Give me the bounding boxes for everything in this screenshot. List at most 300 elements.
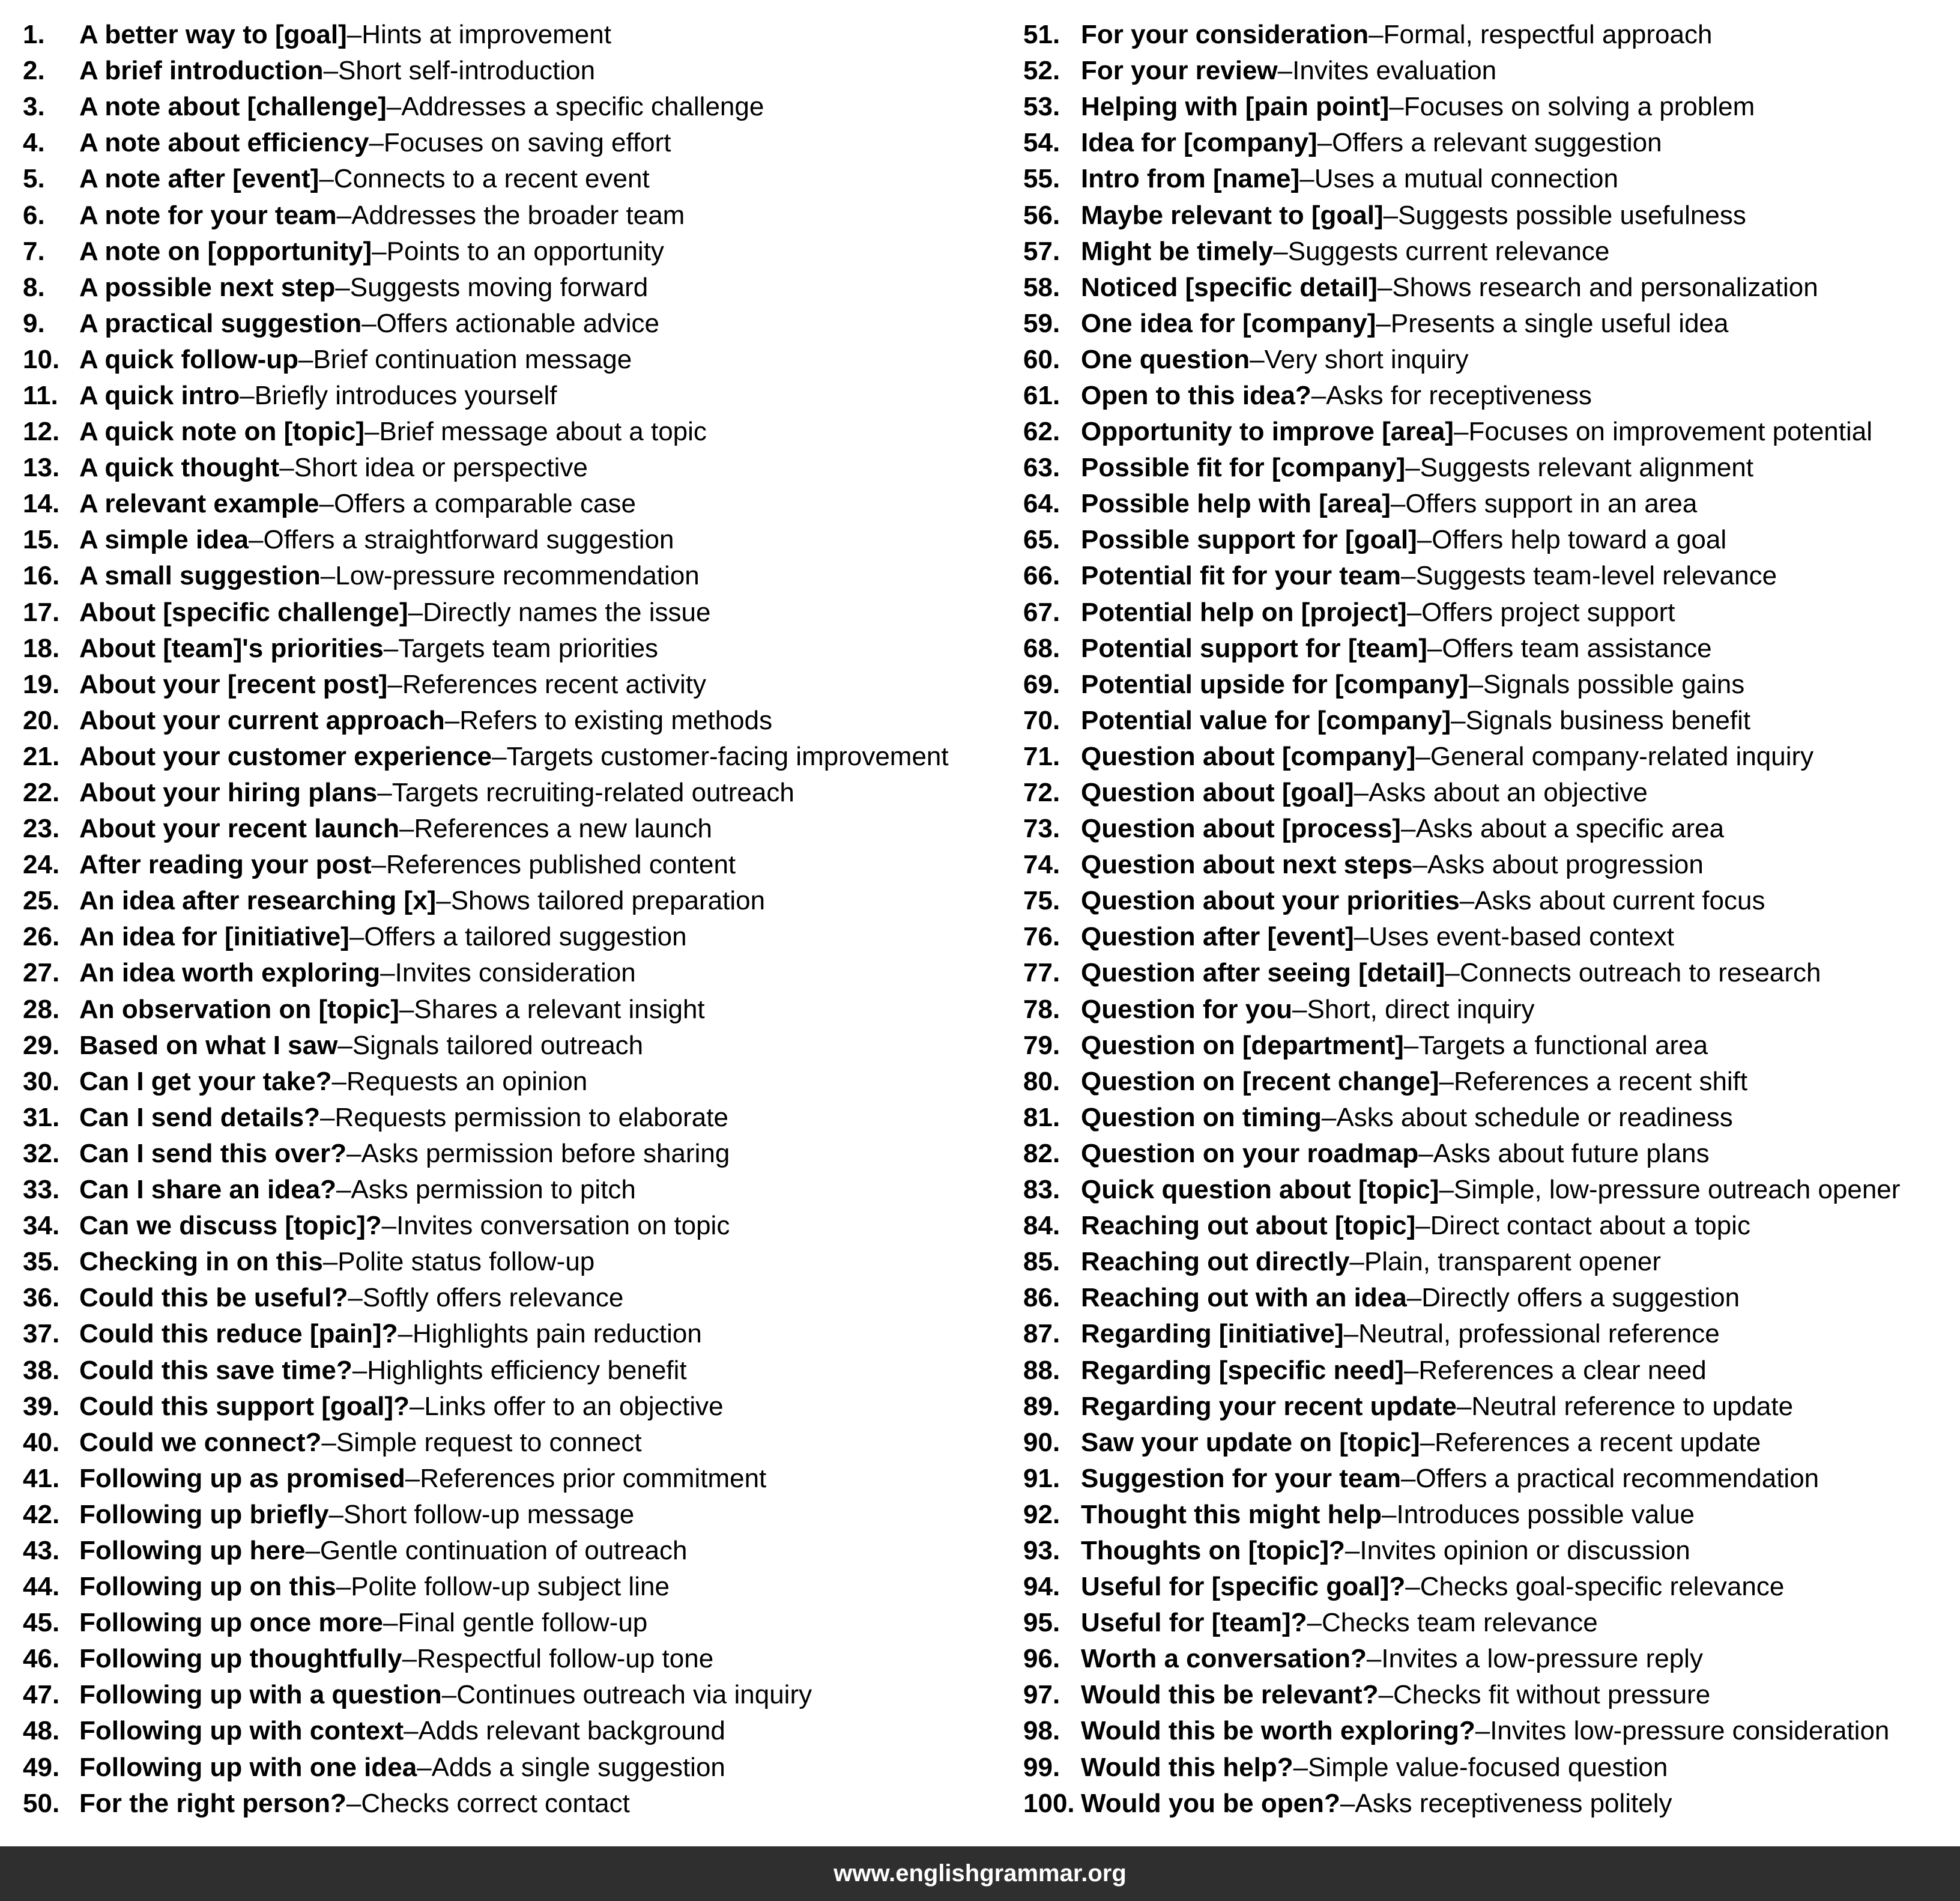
item-description: Neutral reference to update [1471,1391,1794,1421]
item-number: 56. [1023,200,1060,230]
list-item [23,631,1008,667]
item-number: 91. [1023,1463,1060,1493]
item-phrase: About your [recent post] [79,669,388,699]
item-number: 67. [1023,597,1060,627]
item-description: Simple request to connect [336,1427,642,1457]
item-separator: – [1406,597,1422,627]
list-item [1023,667,1948,703]
list-item [1023,1497,1948,1533]
item-number: 76. [1023,922,1060,952]
item-separator: – [371,850,386,880]
item-number: 62. [1023,417,1060,447]
item-description: Shows research and personalization [1392,272,1818,302]
item-phrase: Following up with one idea [79,1752,417,1782]
list-item [1023,1533,1948,1569]
list-item [1023,197,1948,233]
list-item [23,883,1008,919]
list-item [1023,1569,1948,1605]
list-item [1023,955,1948,991]
item-description: Asks for receptiveness [1326,380,1592,410]
item-phrase: Following up with a question [79,1680,442,1710]
item-separator: – [402,1644,417,1674]
item-description: Asks about progression [1427,850,1704,880]
item-description: Highlights efficiency benefit [367,1355,687,1385]
item-phrase: Question on [recent change] [1081,1066,1439,1096]
item-description: Formal, respectful approach [1383,20,1713,50]
item-separator: – [399,814,414,844]
list-item [23,811,1008,847]
item-separator: – [328,1499,344,1529]
item-number: 7. [23,236,45,266]
item-phrase: A note for your team [79,200,337,230]
item-number: 5. [23,164,45,194]
item-number: 10. [23,344,60,374]
item-separator: – [381,1211,397,1241]
item-number: 42. [23,1499,60,1529]
item-description: Requests permission to elaborate [334,1102,728,1132]
item-number: 20. [23,705,60,735]
item-description: Plain, transparent opener [1364,1247,1662,1277]
item-description: Short idea or perspective [294,453,588,483]
item-phrase: An observation on [topic] [79,994,399,1024]
list-item [1023,1750,1948,1786]
item-phrase: A relevant example [79,489,319,519]
item-separator: – [1400,1463,1416,1493]
list-item [23,414,1008,450]
item-description: Brief continuation message [313,344,632,374]
item-separator: – [352,1355,368,1385]
item-number: 23. [23,814,60,844]
list-item [23,1461,1008,1497]
item-separator: – [336,1572,351,1602]
item-separator: – [346,1788,361,1818]
item-separator: – [1307,1608,1322,1638]
list-item [23,450,1008,486]
item-description: Polite status follow-up [337,1247,595,1277]
item-phrase: Thought this might help [1081,1499,1382,1529]
item-separator: – [346,1138,361,1168]
list-item [1023,414,1948,450]
list-item [1023,1713,1948,1749]
item-separator: – [386,92,402,122]
item-phrase: A possible next step [79,272,336,302]
item-number: 25. [23,886,60,916]
item-phrase: Worth a conversation? [1081,1644,1367,1674]
item-separator: – [444,705,460,735]
item-description: Requests an opinion [346,1066,588,1096]
list-item [23,270,1008,306]
item-number: 29. [23,1030,60,1060]
item-number: 94. [1023,1572,1060,1602]
item-number: 66. [1023,561,1060,591]
item-number: 17. [23,597,60,627]
item-number: 72. [1023,778,1060,808]
list-item [1023,161,1948,197]
list-item [23,1786,1008,1822]
item-description: Uses event-based context [1369,922,1674,952]
item-description: Offers support in an area [1405,489,1698,519]
list-item [1023,234,1948,270]
item-phrase: A note on [opportunity] [79,236,372,266]
item-phrase: A small suggestion [79,561,321,591]
item-phrase: For the right person? [79,1788,346,1818]
item-number: 30. [23,1066,60,1096]
item-phrase: A quick follow-up [79,344,298,374]
item-number: 27. [23,958,60,988]
item-number: 45. [23,1608,60,1638]
list-item [23,775,1008,811]
item-separator: – [1415,1211,1430,1241]
item-number: 82. [1023,1138,1060,1168]
item-phrase: Would this be worth exploring? [1081,1716,1475,1746]
item-separator: – [372,236,387,266]
item-description: Offers actionable advice [376,308,659,338]
item-separator: – [441,1680,457,1710]
item-separator: – [398,1319,413,1349]
list-item [23,1244,1008,1280]
item-phrase: A note about efficiency [79,128,369,158]
item-phrase: For your review [1081,56,1278,86]
item-description: Suggests possible usefulness [1398,200,1746,230]
list-item [23,197,1008,233]
item-phrase: An idea after researching [x] [79,886,437,916]
item-separator: – [240,380,255,410]
list-item [23,1677,1008,1713]
item-number: 68. [1023,633,1060,663]
item-number: 12. [23,417,60,447]
item-number: 81. [1023,1102,1060,1132]
item-number: 47. [23,1680,60,1710]
item-description: Low-pressure recommendation [335,561,700,591]
item-phrase: Could this support [goal]? [79,1391,410,1421]
list-item [1023,270,1948,306]
item-separator: – [369,128,384,158]
list-item [23,919,1008,955]
list-item [23,1352,1008,1388]
item-separator: – [1451,705,1466,735]
item-description: Softly offers relevance [362,1283,624,1313]
list-item [1023,306,1948,342]
list-item [23,1028,1008,1064]
item-number: 34. [23,1211,60,1241]
item-number: 24. [23,850,60,880]
item-separator: – [1354,922,1369,952]
item-separator: – [320,561,336,591]
list-item [23,595,1008,631]
item-phrase: Checking in on this [79,1247,323,1277]
item-phrase: Question on your roadmap [1081,1138,1419,1168]
item-number: 46. [23,1644,60,1674]
item-phrase: About your current approach [79,705,445,735]
item-phrase: A simple idea [79,525,249,555]
item-phrase: Helping with [pain point] [1081,92,1390,122]
item-separator: – [399,994,414,1024]
item-description: Short self-introduction [338,56,596,86]
item-phrase: A note about [challenge] [79,92,387,122]
item-separator: – [1389,92,1404,122]
item-separator: – [404,1716,419,1746]
item-description: Focuses on improvement potential [1468,417,1873,447]
item-separator: – [1390,489,1406,519]
item-description: Invites evaluation [1292,56,1497,86]
list-item [1023,775,1948,811]
item-description: Final gentle follow-up [398,1608,648,1638]
item-number: 65. [1023,525,1060,555]
item-description: References recent activity [402,669,707,699]
item-phrase: Potential help on [project] [1081,597,1407,627]
item-number: 43. [23,1535,60,1565]
item-number: 28. [23,994,60,1024]
item-separator: – [380,958,395,988]
item-number: 13. [23,453,60,483]
item-number: 88. [1023,1355,1060,1385]
item-separator: – [319,164,334,194]
list-item [1023,1064,1948,1100]
list-item [23,1172,1008,1208]
item-separator: – [1340,1788,1355,1818]
item-description: Suggests relevant alignment [1420,453,1754,483]
list-item [23,53,1008,89]
list-item [23,161,1008,197]
list-item [1023,1244,1948,1280]
item-phrase: Following up thoughtfully [79,1644,402,1674]
item-description: Targets team priorities [398,633,659,663]
item-description: Asks receptiveness politely [1355,1788,1672,1818]
item-separator: – [1415,741,1430,771]
item-number: 55. [1023,164,1060,194]
list-item [1023,811,1948,847]
item-phrase: Based on what I saw [79,1030,338,1060]
item-separator: – [1417,525,1432,555]
item-phrase: Potential value for [company] [1081,705,1451,735]
item-separator: – [1250,344,1265,374]
item-number: 52. [1023,56,1060,86]
item-phrase: Saw your update on [topic] [1081,1427,1420,1457]
item-number: 26. [23,922,60,952]
item-separator: – [1349,1247,1364,1277]
list-item [23,1569,1008,1605]
item-separator: – [323,56,339,86]
list-item [1023,1389,1948,1425]
list-item [23,1750,1008,1786]
item-separator: – [1418,1138,1433,1168]
item-separator: – [1299,164,1314,194]
list-item [23,522,1008,558]
item-separator: – [1376,308,1391,338]
item-number: 84. [1023,1211,1060,1241]
item-description: Simple, low-pressure outreach opener [1453,1175,1901,1205]
item-separator: – [1366,1644,1382,1674]
item-separator: – [337,1030,352,1060]
list-item [1023,1316,1948,1352]
item-description: Checks correct contact [361,1788,630,1818]
list-item [1023,739,1948,775]
item-phrase: Idea for [company] [1081,128,1317,158]
list-item [23,17,1008,53]
list-item [1023,342,1948,378]
item-phrase: Can I get your take? [79,1066,332,1096]
item-phrase: Following up with context [79,1716,404,1746]
item-description: Directly names the issue [423,597,711,627]
list-item [23,1713,1008,1749]
item-description: Offers a relevant suggestion [1332,128,1662,158]
list-item [1023,17,1948,53]
item-description: Shows tailored preparation [450,886,766,916]
list-item [23,667,1008,703]
item-description: Suggests moving forward [349,272,649,302]
item-description: Targets customer-facing improvement [506,741,949,771]
item-separator: – [319,489,334,519]
item-description: Offers a practical recommendation [1415,1463,1819,1493]
list-item [1023,847,1948,883]
item-number: 38. [23,1355,60,1385]
item-phrase: Maybe relevant to [goal] [1081,200,1384,230]
list-column-right [1023,17,1948,1822]
item-number: 41. [23,1463,60,1493]
list-item [1023,1641,1948,1677]
item-phrase: Following up once more [79,1608,383,1638]
item-separator: – [1369,20,1384,50]
item-description: Gentle continuation of outreach [319,1535,688,1565]
item-separator: – [383,1608,398,1638]
item-phrase: Potential upside for [company] [1081,669,1469,699]
item-phrase: Useful for [specific goal]? [1081,1572,1406,1602]
item-phrase: Can I send details? [79,1102,320,1132]
item-phrase: Can I send this over? [79,1138,346,1168]
item-description: Offers project support [1421,597,1675,627]
item-description: References a clear need [1418,1355,1707,1385]
item-phrase: Following up as promised [79,1463,405,1493]
item-phrase: One idea for [company] [1081,308,1376,338]
item-phrase: For your consideration [1081,20,1369,50]
item-phrase: Can we discuss [topic]? [79,1211,382,1241]
item-description: Asks about future plans [1433,1138,1710,1168]
list-item [23,558,1008,594]
item-description: Offers a straightforward suggestion [263,525,674,555]
item-description: Shares a relevant insight [414,994,705,1024]
item-description: Invites a low-pressure reply [1381,1644,1703,1674]
list-item [1023,631,1948,667]
item-description: Adds a single suggestion [431,1752,725,1782]
item-number: 90. [1023,1427,1060,1457]
item-phrase: A note after [event] [79,164,319,194]
item-separator: – [1459,886,1475,916]
item-description: Targets recruiting-related outreach [392,778,794,808]
item-separator: – [349,922,364,952]
item-number: 6. [23,200,45,230]
item-number: 44. [23,1572,60,1602]
item-number: 54. [1023,128,1060,158]
item-phrase: Following up on this [79,1572,336,1602]
item-separator: – [1403,1030,1419,1060]
item-number: 85. [1023,1247,1060,1277]
item-number: 11. [23,380,58,410]
item-number: 59. [1023,308,1060,338]
item-description: Checks fit without pressure [1393,1680,1711,1710]
item-description: Connects outreach to research [1459,958,1821,988]
list-item [1023,125,1948,161]
item-separator: – [1277,56,1293,86]
item-number: 60. [1023,344,1060,374]
item-separator: – [417,1752,432,1782]
item-phrase: Question on timing [1081,1102,1322,1132]
item-separator: – [319,1102,335,1132]
item-description: Offers a tailored suggestion [364,922,687,952]
item-phrase: Could this reduce [pain]? [79,1319,398,1349]
item-number: 77. [1023,958,1060,988]
item-separator: – [1354,778,1369,808]
item-description: Refers to existing methods [459,705,773,735]
list-item [23,1605,1008,1641]
item-number: 35. [23,1247,60,1277]
item-phrase: Regarding your recent update [1081,1391,1457,1421]
item-description: Signals business benefit [1465,705,1751,735]
item-number: 97. [1023,1680,1060,1710]
item-separator: – [1453,417,1469,447]
item-description: Brief message about a topic [379,417,707,447]
item-description: Targets a functional area [1418,1030,1708,1060]
list-column-left [23,17,1008,1822]
item-phrase: Question about your priorities [1081,886,1460,916]
list-item [23,1533,1008,1569]
list-item [23,847,1008,883]
item-description: Very short inquiry [1264,344,1469,374]
item-description: Direct contact about a topic [1430,1211,1750,1241]
item-phrase: Potential support for [team] [1081,633,1427,663]
item-phrase: Opportunity to improve [area] [1081,417,1454,447]
item-description: Invites opinion or discussion [1360,1535,1690,1565]
item-number: 86. [1023,1283,1060,1313]
item-separator: – [1420,1427,1435,1457]
item-description: Links offer to an objective [424,1391,724,1421]
item-number: 78. [1023,994,1060,1024]
item-number: 3. [23,92,45,122]
item-number: 48. [23,1716,60,1746]
item-description: Invites conversation on topic [396,1211,730,1241]
item-number: 19. [23,669,60,699]
item-separator: – [1292,994,1307,1024]
list-item [1023,1425,1948,1461]
item-number: 16. [23,561,60,591]
list-item [1023,1208,1948,1244]
item-number: 18. [23,633,60,663]
item-separator: – [1405,1572,1420,1602]
list-item [23,1136,1008,1172]
item-phrase: An idea worth exploring [79,958,381,988]
list-item [1023,703,1948,739]
item-number: 14. [23,489,60,519]
item-number: 50. [23,1788,60,1818]
list-item [1023,595,1948,631]
item-description: References a recent update [1435,1427,1761,1457]
list-item [1023,1280,1948,1316]
item-description: Offers help toward a goal [1432,525,1727,555]
item-phrase: Useful for [team]? [1081,1608,1307,1638]
item-separator: – [348,1283,363,1313]
item-phrase: About your hiring plans [79,778,378,808]
item-separator: – [1439,1066,1454,1096]
item-description: Asks about a specific area [1415,814,1725,844]
item-phrase: A quick note on [topic] [79,417,364,447]
item-separator: – [383,633,399,663]
item-number: 71. [1023,741,1060,771]
item-phrase: Noticed [specific detail] [1081,272,1378,302]
footer-bar [0,1846,1960,1901]
item-number: 4. [23,128,45,158]
list-item [23,306,1008,342]
item-phrase: Can I share an idea? [79,1175,336,1205]
item-number: 83. [1023,1175,1060,1205]
